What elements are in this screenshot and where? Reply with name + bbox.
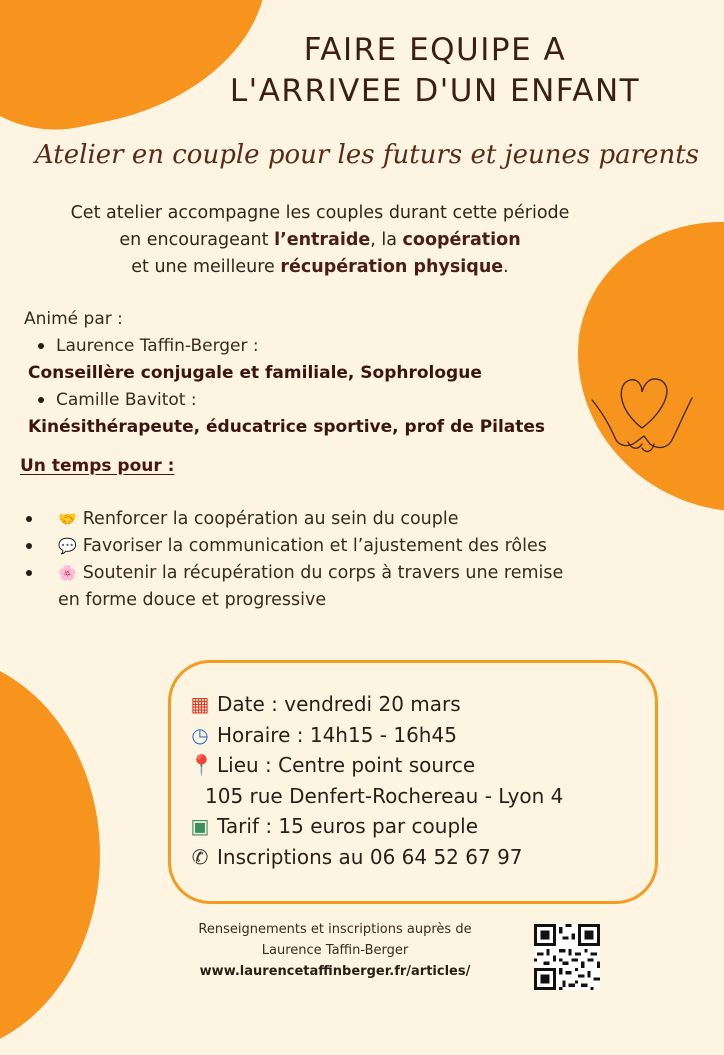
intro-line-1: Cet atelier accompagne les couples durant cette période bbox=[70, 203, 570, 223]
subtitle: Atelier en couple pour les futurs et jeunes parents bbox=[34, 140, 699, 170]
handshake-icon: 🤝 bbox=[58, 510, 77, 528]
info-phone bbox=[189, 842, 563, 873]
info-time bbox=[189, 720, 563, 751]
info-date bbox=[189, 689, 563, 720]
goal-text: Favoriser la communication et l’ajustement des rôles bbox=[82, 536, 547, 556]
footer-line-2: Laurence Taffin-Berger bbox=[261, 943, 409, 958]
info-time-text: Horaire : 14h15 - 16h45 bbox=[217, 722, 457, 747]
intro-emphasis: l’entraide bbox=[274, 230, 371, 250]
intro-text: et une meilleure bbox=[131, 257, 281, 277]
event-info bbox=[189, 689, 563, 872]
footer bbox=[175, 919, 495, 982]
goals-list bbox=[30, 506, 570, 614]
title-line-2: L'ARRIVEE D'UN ENFANT bbox=[229, 73, 641, 109]
bullet bbox=[26, 570, 32, 576]
info-place-text: Lieu : Centre point source bbox=[217, 753, 476, 777]
list-item bbox=[30, 560, 570, 614]
bullet bbox=[38, 397, 44, 403]
calendar-icon: ▦ bbox=[190, 692, 210, 716]
bullet bbox=[26, 516, 32, 522]
info-price-text: Tarif : 15 euros par couple bbox=[217, 814, 479, 838]
organizer-name-text: Laurence Taffin-Berger : bbox=[56, 336, 259, 356]
money-icon: ▣ bbox=[190, 814, 210, 838]
info-price bbox=[189, 811, 563, 842]
organizer-role: Kinésithérapeute, éducatrice sportive, prof de Pilates bbox=[28, 417, 546, 437]
organizer-name bbox=[24, 333, 584, 360]
heart-hands-icon bbox=[588, 370, 696, 462]
list-item bbox=[30, 533, 570, 560]
info-address: 105 rue Denfert-Rochereau - Lyon 4 bbox=[205, 783, 564, 808]
goal-text: Renforcer la coopération au sein du couple bbox=[82, 509, 459, 529]
title-line-1: FAIRE EQUIPE A bbox=[303, 32, 567, 68]
goal-text: Soutenir la récupération du corps à travers une remise en forme douce et progressive bbox=[58, 563, 564, 610]
organizers-section bbox=[24, 306, 584, 441]
organizers-label: Animé par : bbox=[24, 309, 123, 329]
organizer-name-text: Camille Bavitot : bbox=[56, 390, 197, 410]
phone-icon: ✆ bbox=[191, 844, 209, 869]
organizer-role: Conseillère conjugale et familiale, Sophrologue bbox=[28, 363, 482, 383]
website-link[interactable]: www.laurencetaffinberger.fr/articles/ bbox=[199, 964, 471, 979]
bullet bbox=[38, 343, 44, 349]
speech-bubble-icon: 💬 bbox=[58, 537, 77, 555]
page-title bbox=[190, 30, 680, 112]
info-place bbox=[189, 750, 563, 781]
list-item bbox=[30, 506, 570, 533]
event-info-box bbox=[168, 660, 658, 904]
footer-line-1: Renseignements et inscriptions auprès de bbox=[198, 922, 472, 937]
info-phone-text: Inscriptions au 06 64 52 67 97 bbox=[217, 844, 523, 869]
intro-text: . bbox=[503, 257, 509, 277]
organizer-name bbox=[24, 387, 584, 414]
qr-code-icon[interactable] bbox=[534, 924, 600, 990]
intro-emphasis: coopération bbox=[402, 230, 521, 250]
intro-text: en encourageant bbox=[119, 230, 275, 250]
bullet bbox=[26, 543, 32, 549]
flower-icon: 🌸 bbox=[58, 564, 77, 582]
goals-heading: Un temps pour : bbox=[20, 456, 175, 476]
clock-icon: ◷ bbox=[191, 722, 209, 747]
pin-icon: 📍 bbox=[189, 753, 214, 777]
decorative-blob-left bbox=[0, 655, 100, 1055]
info-date-text: Date : vendredi 20 mars bbox=[217, 692, 461, 716]
intro-paragraph bbox=[20, 200, 620, 281]
intro-emphasis: récupération physique bbox=[280, 257, 504, 277]
intro-text: , la bbox=[370, 230, 403, 250]
